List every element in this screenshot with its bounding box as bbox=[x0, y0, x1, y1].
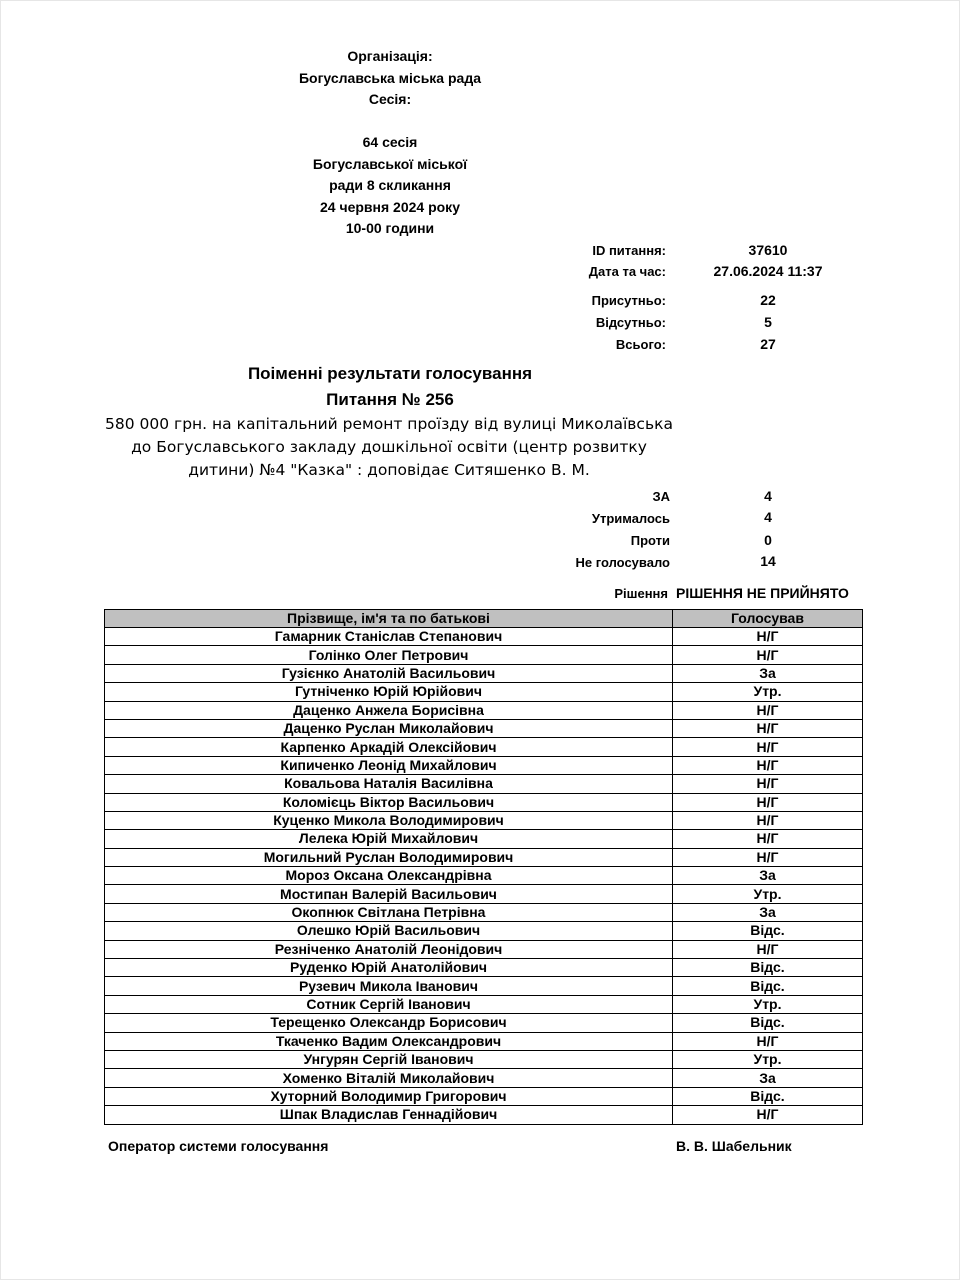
member-name: Резніченко Анатолій Леонідович bbox=[105, 940, 673, 958]
description-line: дитини) №4 "Казка" : доповідає Ситяшенко В. М. bbox=[188, 461, 590, 479]
member-name: Лелека Юрій Михайлович bbox=[105, 830, 673, 848]
novote-label: Не голосувало bbox=[575, 555, 670, 570]
table-row bbox=[105, 959, 863, 977]
absent-value: 5 bbox=[764, 314, 772, 330]
table-row bbox=[105, 922, 863, 940]
table-row bbox=[105, 867, 863, 885]
member-vote: Відс. bbox=[673, 1014, 863, 1032]
novote-value: 14 bbox=[760, 553, 776, 569]
operator-name: В. В. Шабельник bbox=[676, 1138, 792, 1154]
question-description bbox=[100, 413, 678, 482]
datetime-value: 27.06.2024 11:37 bbox=[713, 263, 823, 279]
session-label: Сесія: bbox=[368, 91, 412, 107]
table-row bbox=[105, 701, 863, 719]
member-name: Руденко Юрій Анатолійович bbox=[105, 959, 673, 977]
session-block bbox=[280, 132, 500, 240]
member-vote: Утр. bbox=[673, 995, 863, 1013]
table-row bbox=[105, 903, 863, 921]
decision-value: РІШЕННЯ НЕ ПРИЙНЯТО bbox=[676, 585, 849, 601]
total-value: 27 bbox=[760, 336, 776, 352]
member-name: Хоменко Віталій Миколайович bbox=[105, 1069, 673, 1087]
table-row bbox=[105, 1014, 863, 1032]
member-vote: За bbox=[673, 664, 863, 682]
table-row bbox=[105, 1050, 863, 1068]
table-row bbox=[105, 719, 863, 737]
id-value: 37610 bbox=[748, 242, 788, 258]
member-name: Олешко Юрій Васильович bbox=[105, 922, 673, 940]
member-name: Ткаченко Вадим Олександрович bbox=[105, 1032, 673, 1050]
for-label: ЗА bbox=[652, 489, 670, 504]
member-name: Гузієнко Анатолій Васильович bbox=[105, 664, 673, 682]
against-label: Проти bbox=[630, 533, 670, 548]
org-name: Богуславська міська рада bbox=[298, 69, 481, 86]
member-name: Могильний Руслан Володимирович bbox=[105, 848, 673, 866]
table-row bbox=[105, 628, 863, 646]
question-number: Питання № 256 bbox=[326, 390, 454, 409]
name-column-header: Прізвище, ім'я та по батькові bbox=[105, 610, 673, 628]
member-name: Коломієць Віктор Васильович bbox=[105, 793, 673, 811]
member-name: Даценко Руслан Миколайович bbox=[105, 719, 673, 737]
member-vote: Н/Г bbox=[673, 628, 863, 646]
operator-label: Оператор системи голосування bbox=[108, 1138, 329, 1154]
member-vote: Н/Г bbox=[673, 738, 863, 756]
against-value: 0 bbox=[764, 532, 772, 548]
organization-block bbox=[280, 46, 500, 111]
org-label: Організація: bbox=[347, 48, 433, 64]
member-vote: Н/Г bbox=[673, 811, 863, 829]
member-name: Хуторний Володимир Григорович bbox=[105, 1087, 673, 1105]
session-line: 10-00 години bbox=[345, 220, 435, 236]
table-row bbox=[105, 885, 863, 903]
session-line: ради 8 скликання bbox=[329, 177, 451, 193]
table-row bbox=[105, 775, 863, 793]
member-name: Мостипан Валерій Васильович bbox=[105, 885, 673, 903]
member-vote: Утр. bbox=[673, 683, 863, 701]
member-name: Шпак Владислав Геннадійович bbox=[105, 1106, 673, 1124]
member-name: Окопнюк Світлана Петрівна bbox=[105, 903, 673, 921]
member-name: Даценко Анжела Борисівна bbox=[105, 701, 673, 719]
table-row bbox=[105, 995, 863, 1013]
vote-column-header: Голосував bbox=[673, 610, 863, 628]
present-label: Присутньо: bbox=[591, 293, 666, 308]
table-header-row bbox=[105, 610, 863, 628]
member-vote: Н/Г bbox=[673, 793, 863, 811]
table-row bbox=[105, 793, 863, 811]
member-vote: Н/Г bbox=[673, 1032, 863, 1050]
session-line: Богуславської міської bbox=[312, 155, 468, 172]
table-row bbox=[105, 830, 863, 848]
table-row bbox=[105, 811, 863, 829]
member-vote: За bbox=[673, 903, 863, 921]
member-name: Голінко Олег Петрович bbox=[105, 646, 673, 664]
decision-label: Рішення bbox=[614, 586, 668, 601]
member-vote: Н/Г bbox=[673, 848, 863, 866]
table-row bbox=[105, 664, 863, 682]
member-vote: Н/Г bbox=[673, 1106, 863, 1124]
total-label: Всього: bbox=[615, 337, 666, 352]
member-vote: Відс. bbox=[673, 1087, 863, 1105]
member-name: Мороз Оксана Олександрівна bbox=[105, 867, 673, 885]
abstain-value: 4 bbox=[764, 509, 772, 525]
table-row bbox=[105, 940, 863, 958]
table-row bbox=[105, 1069, 863, 1087]
page-title: Поіменні результати голосування bbox=[247, 364, 533, 383]
member-name: Унгурян Сергій Іванович bbox=[105, 1050, 673, 1068]
member-name: Рузевич Микола Іванович bbox=[105, 977, 673, 995]
member-name: Кипиченко Леонід Михайлович bbox=[105, 756, 673, 774]
member-vote: Н/Г bbox=[673, 940, 863, 958]
member-vote: Н/Г bbox=[673, 646, 863, 664]
session-line: 64 сесія bbox=[362, 134, 418, 150]
description-line: 580 000 грн. на капітальний ремонт проїзду від вулиці Миколаївська bbox=[105, 415, 673, 433]
member-name: Сотник Сергій Іванович bbox=[105, 995, 673, 1013]
member-vote: За bbox=[673, 1069, 863, 1087]
member-vote: Н/Г bbox=[673, 830, 863, 848]
member-vote: Відс. bbox=[673, 977, 863, 995]
session-line: 24 червня 2024 року bbox=[320, 198, 460, 215]
datetime-label: Дата та час: bbox=[588, 264, 666, 279]
absent-label: Відсутньо: bbox=[595, 315, 666, 330]
table-row bbox=[105, 683, 863, 701]
table-row bbox=[105, 848, 863, 866]
table-row bbox=[105, 738, 863, 756]
member-name: Гамарник Станіслав Степанович bbox=[105, 628, 673, 646]
description-line: до Богуславського закладу дошкільної освіти (центр розвитку bbox=[131, 438, 647, 456]
votes-table bbox=[104, 609, 863, 1125]
member-vote: Відс. bbox=[673, 959, 863, 977]
member-vote: Н/Г bbox=[673, 719, 863, 737]
table-row bbox=[105, 977, 863, 995]
for-value: 4 bbox=[764, 488, 772, 504]
member-vote: Відс. bbox=[673, 922, 863, 940]
id-label: ID питання: bbox=[592, 243, 666, 258]
member-vote: За bbox=[673, 867, 863, 885]
member-vote: Н/Г bbox=[673, 756, 863, 774]
member-name: Куценко Микола Володимирович bbox=[105, 811, 673, 829]
table-row bbox=[105, 1032, 863, 1050]
table-row bbox=[105, 1087, 863, 1105]
table-row bbox=[105, 756, 863, 774]
present-value: 22 bbox=[760, 292, 776, 308]
table-row bbox=[105, 646, 863, 664]
member-name: Гутніченко Юрій Юрійович bbox=[105, 683, 673, 701]
member-name: Карпенко Аркадій Олексійович bbox=[105, 738, 673, 756]
member-vote: Утр. bbox=[673, 1050, 863, 1068]
member-vote: Н/Г bbox=[673, 701, 863, 719]
member-vote: Утр. bbox=[673, 885, 863, 903]
table-row bbox=[105, 1106, 863, 1124]
member-vote: Н/Г bbox=[673, 775, 863, 793]
member-name: Ковальова Наталія Василівна bbox=[105, 775, 673, 793]
abstain-label: Утрималось bbox=[591, 511, 670, 526]
votes-table-body bbox=[105, 628, 863, 1125]
member-name: Терещенко Олександр Борисович bbox=[105, 1014, 673, 1032]
